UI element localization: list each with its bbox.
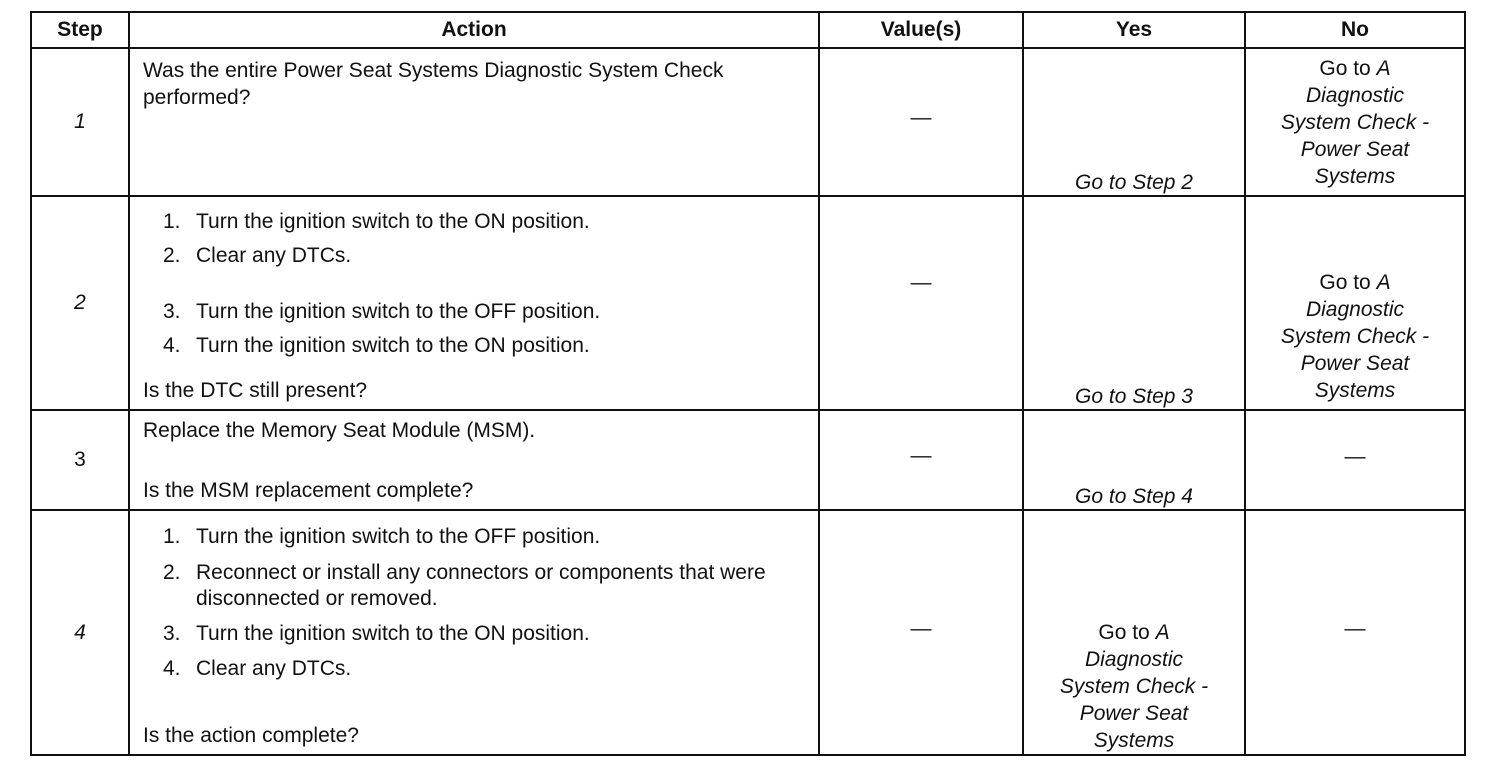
action-question: Is the MSM replacement complete?	[143, 479, 474, 502]
yes-reference[interactable]: Go to A Diagnostic System Check - Power Seat Systems	[1059, 621, 1209, 752]
action-steps-list	[163, 524, 788, 682]
action-cell	[129, 410, 819, 510]
yes-cell	[1023, 196, 1245, 410]
no-reference[interactable]: Go to A Diagnostic System Check - Power Seat Systems	[1280, 271, 1430, 402]
step-number: 2	[74, 291, 86, 314]
step-number: 1	[74, 110, 86, 133]
value-cell	[819, 48, 1023, 196]
header-values: Value(s)	[819, 12, 1023, 48]
action-cell	[129, 48, 819, 196]
action-steps-list	[163, 209, 788, 359]
no-text: —	[1344, 617, 1366, 640]
header-no: No	[1245, 12, 1465, 48]
action-question: Is the DTC still present?	[143, 379, 368, 402]
yes-cell	[1023, 410, 1245, 510]
step-cell	[31, 510, 129, 755]
value-cell	[819, 410, 1023, 510]
table-row	[31, 410, 1465, 510]
step-number: 3	[74, 448, 86, 471]
list-item: 1. Turn the ignition switch to the OFF position.	[163, 525, 601, 548]
no-cell	[1245, 410, 1465, 510]
table-row	[31, 510, 1465, 755]
list-item: 4. Clear any DTCs.	[163, 657, 352, 680]
no-text: —	[1344, 444, 1366, 468]
action-question: Is the action complete?	[143, 724, 359, 747]
yes-goto-link[interactable]: Go to Step 2	[1075, 171, 1193, 194]
action-cell	[129, 196, 819, 410]
no-cell	[1245, 510, 1465, 755]
step-number: 4	[74, 620, 86, 644]
header-step: Step	[31, 12, 129, 48]
value-text: —	[910, 271, 932, 294]
list-item: 3. Turn the ignition switch to the OFF position.	[163, 300, 601, 323]
value-cell	[819, 510, 1023, 755]
header-yes: Yes	[1023, 12, 1245, 48]
action-cell	[129, 510, 819, 755]
value-text: —	[910, 444, 932, 467]
no-cell	[1245, 196, 1465, 410]
no-cell	[1245, 48, 1465, 196]
header-row	[31, 12, 1465, 48]
yes-goto-link[interactable]: Go to Step 4	[1075, 485, 1193, 508]
no-reference[interactable]: Go to A Diagnostic System Check - Power Seat Systems	[1280, 56, 1430, 188]
yes-cell	[1023, 510, 1245, 755]
step-cell	[31, 410, 129, 510]
step-cell	[31, 48, 129, 196]
value-text: —	[910, 106, 932, 129]
header-action: Action	[129, 12, 819, 48]
step-cell	[31, 196, 129, 410]
yes-goto-link[interactable]: Go to Step 3	[1075, 385, 1193, 408]
value-text: —	[910, 616, 932, 640]
diagnostic-table	[30, 11, 1466, 756]
table-row	[31, 196, 1465, 410]
table-row	[31, 48, 1465, 196]
list-item: 1. Turn the ignition switch to the ON position.	[163, 210, 590, 233]
list-item: 3. Turn the ignition switch to the ON position.	[163, 622, 590, 645]
list-item: 2. Clear any DTCs.	[163, 244, 352, 267]
action-instruction: Replace the Memory Seat Module (MSM).	[143, 419, 536, 442]
value-cell	[819, 196, 1023, 410]
action-question: Was the entire Power Seat Systems Diagnostic System Check performed?	[143, 59, 724, 109]
list-item: 4. Turn the ignition switch to the ON position.	[163, 334, 590, 357]
yes-cell	[1023, 48, 1245, 196]
list-item: 2. Reconnect or install any connectors or components that were disconnected or removed.	[163, 561, 766, 610]
